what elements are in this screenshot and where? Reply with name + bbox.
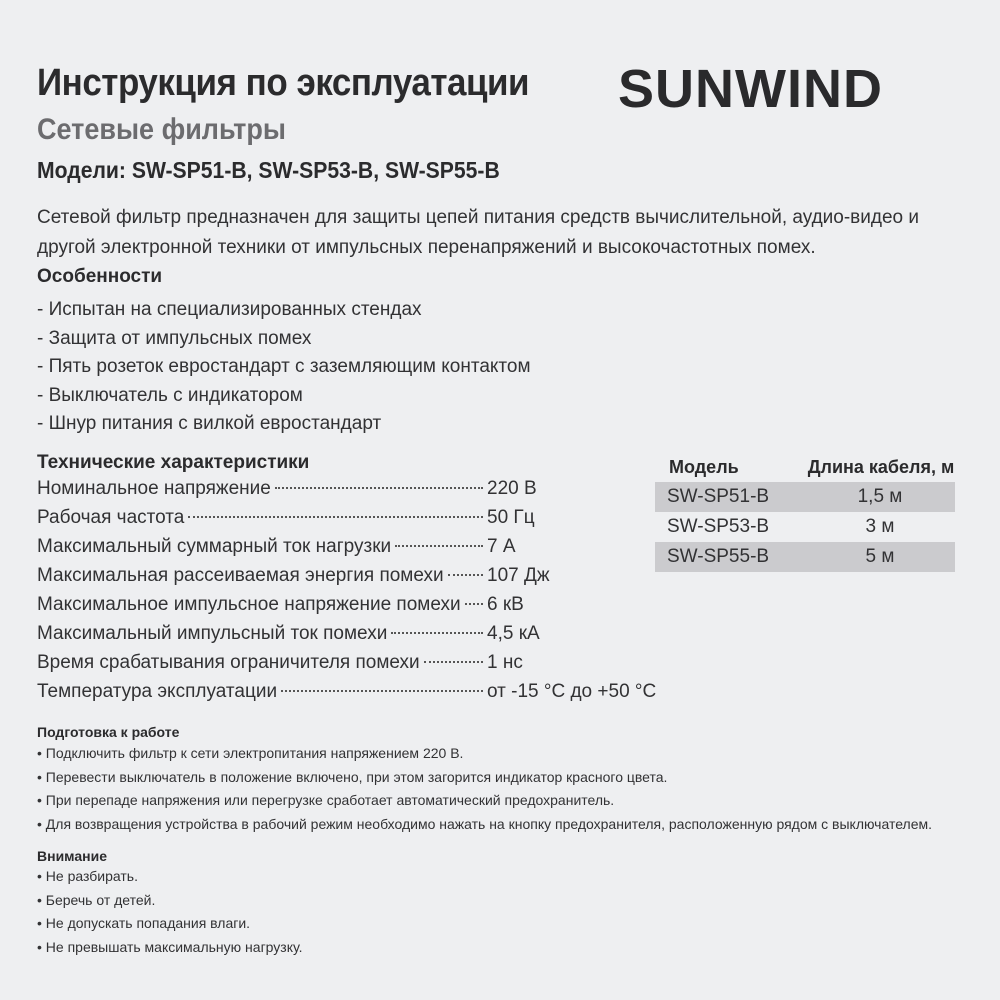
dot-leader (281, 690, 483, 692)
spec-row (37, 594, 637, 623)
spec-value: от -15 °С до +50 °С (487, 681, 657, 702)
spec-row (37, 623, 637, 652)
spec-name: Максимальный импульсный ток помехи (37, 623, 388, 644)
spec-value: 107 Дж (487, 565, 550, 586)
column-header-length: Длина кабеля, м (807, 456, 955, 477)
list-item: • Для возвращения устройства в рабочий режим необходимо нажать на кнопку предохранителя, расположенную рядом с выключателем. (37, 815, 932, 832)
list-item: - Защита от импульсных помех (37, 327, 312, 349)
spec-value: 1 нс (487, 652, 523, 673)
length-cell: 1,5 м (857, 486, 903, 507)
warning-heading: Внимание (37, 848, 107, 864)
spec-name: Максимальный суммарный ток нагрузки (37, 536, 392, 557)
features-list (37, 296, 531, 439)
list-item: - Шнур питания с вилкой евростандарт (37, 413, 382, 434)
dot-leader (448, 574, 483, 576)
preparation-list (37, 742, 932, 836)
brand-logo: SUNWIND (618, 59, 883, 119)
models-line: Модели: SW-SP51-B, SW-SP53-B, SW-SP55-B (37, 157, 500, 183)
spec-row (37, 565, 637, 594)
spec-row (37, 652, 637, 681)
specs-heading: Технические характеристики (37, 452, 310, 473)
features-heading: Особенности (37, 266, 163, 287)
list-item: - Испытан на специализированных стендах (37, 299, 422, 320)
list-item: • При перепаде напряжения или перегрузке сработает автоматический предохранитель. (37, 792, 615, 808)
specs-list (37, 478, 657, 710)
list-item: - Пять розеток евростандарт с заземляющим контактом (37, 356, 531, 377)
list-item: - Выключатель с индикатором (37, 384, 303, 406)
model-cell: SW-SP51-B (667, 486, 770, 507)
spec-value: 4,5 кА (487, 623, 540, 644)
spec-value: 7 А (487, 536, 516, 557)
model-cell: SW-SP53-B (667, 516, 770, 537)
warning-list (37, 865, 303, 959)
document-title: Инструкция по эксплуатации (37, 62, 530, 104)
spec-row (37, 536, 637, 565)
intro-paragraph: Сетевой фильтр предназначен для защиты цепей питания средств вычислительной, аудио-видео и другой электронной техники от импульсных перенапряжений и высокочастотных помех. (37, 207, 920, 258)
length-cell: 3 м (865, 516, 895, 537)
table-row (655, 482, 955, 512)
table-header-row (655, 452, 955, 482)
dot-leader (188, 516, 483, 518)
dot-leader (391, 632, 483, 634)
list-item: • Перевести выключатель в положение включено, при этом загорится индикатор красного цвета. (37, 768, 668, 785)
spec-name: Номинальное напряжение (37, 478, 271, 499)
spec-name: Максимальное импульсное напряжение помехи (37, 594, 461, 615)
dot-leader (395, 545, 483, 547)
dot-leader (465, 603, 483, 605)
list-item: • Подключить фильтр к сети электропитания напряжением 220 В. (37, 745, 464, 761)
spec-name: Рабочая частота (37, 507, 185, 528)
list-item: • Не разбирать. (37, 868, 138, 884)
spec-name: Температура эксплуатации (37, 681, 278, 702)
column-header-model: Модель (669, 456, 739, 477)
spec-row (37, 478, 637, 507)
table-row (655, 512, 955, 542)
list-item: • Беречь от детей. (37, 891, 156, 908)
dot-leader (275, 487, 483, 489)
dot-leader (424, 661, 483, 663)
spec-row (37, 507, 637, 536)
model-cell: SW-SP55-B (667, 546, 770, 567)
spec-name: Время срабатывания ограничителя помехи (37, 652, 420, 673)
spec-value: 50 Гц (487, 507, 535, 528)
spec-value: 6 кВ (487, 594, 524, 615)
list-item: • Не допускать попадания влаги. (37, 915, 251, 931)
preparation-heading: Подготовка к работе (37, 724, 180, 740)
document-subtitle: Сетевые фильтры (37, 113, 286, 146)
cable-length-table (655, 452, 955, 572)
table-row (655, 542, 955, 572)
length-cell: 5 м (865, 546, 895, 567)
spec-name: Максимальная рассеиваемая энергия помехи (37, 565, 444, 586)
spec-value: 220 В (487, 478, 537, 499)
list-item: • Не превышать максимальную нагрузку. (37, 938, 303, 955)
spec-row (37, 681, 657, 710)
